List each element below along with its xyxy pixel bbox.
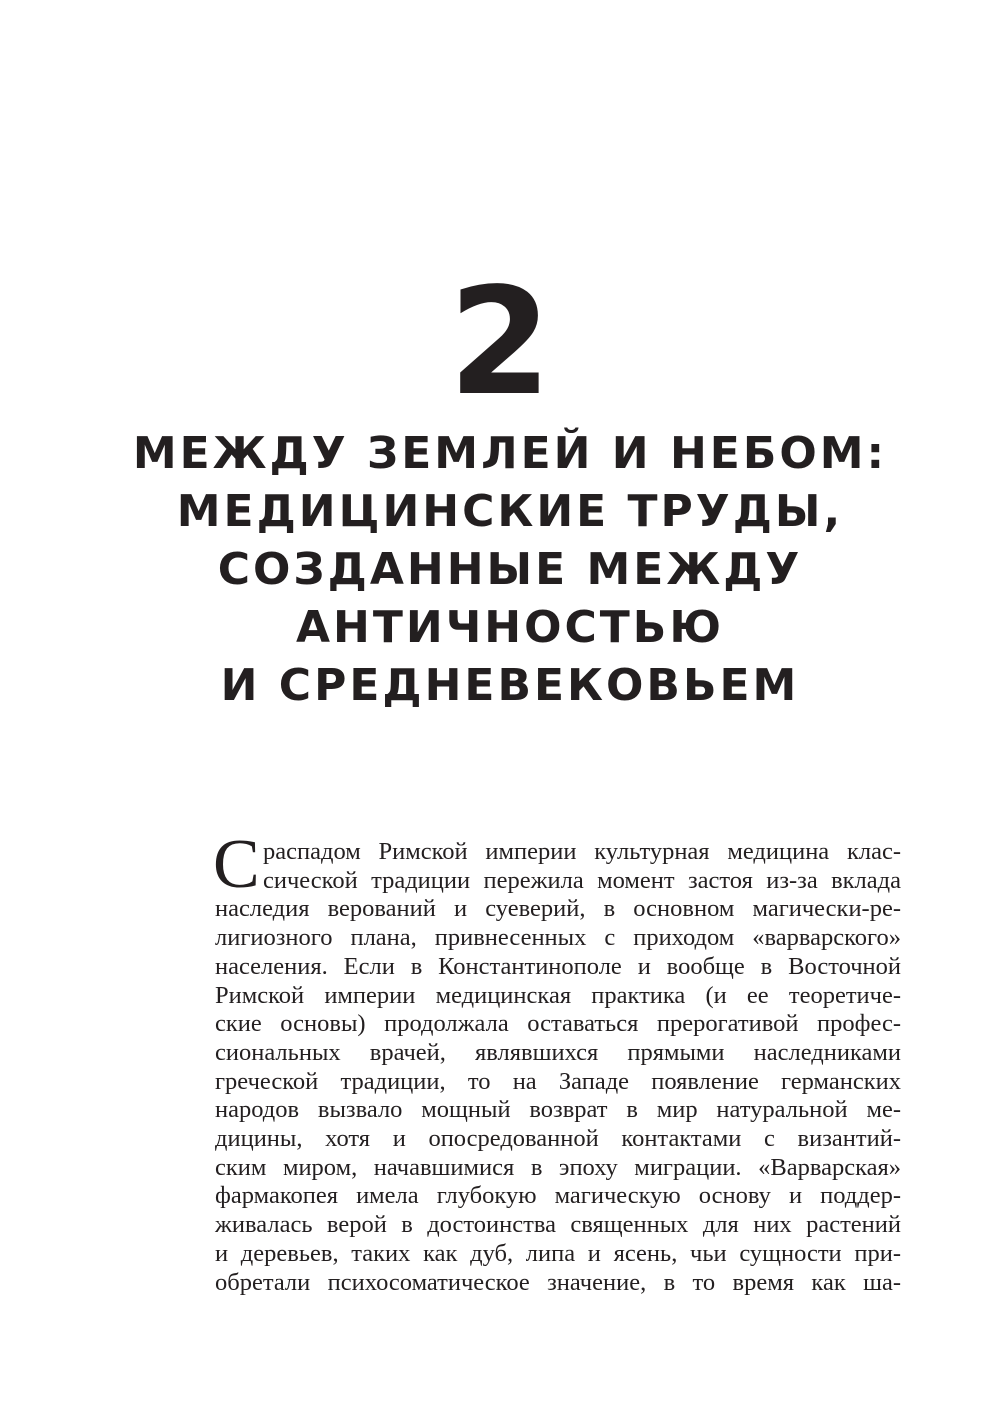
paragraph-line: наследия верований и суеверий, в основном магически-ре- <box>215 895 901 923</box>
chapter-title-line: МЕДИЦИНСКИЕ ТРУДЫ, <box>176 486 844 537</box>
paragraph-line: ские основы) продолжала оставаться прерогативой профес- <box>215 1010 901 1038</box>
paragraph-line: сической традиции пережила момент застоя из-за вклада <box>263 866 901 894</box>
chapter-number: 2 <box>448 256 552 428</box>
chapter-title-line: И СРЕДНЕВЕКОВЬЕМ <box>220 660 800 711</box>
paragraph-line: Римской империи медицинская практика (и ее теоретиче- <box>215 981 901 1009</box>
body-paragraph <box>215 838 901 1297</box>
paragraph-line: населения. Если в Константинополе и вообще в Восточной <box>215 952 901 980</box>
chapter-title-line: АНТИЧНОСТЬЮ <box>296 602 724 653</box>
chapter-title-line: МЕЖДУ ЗЕМЛЕЙ И НЕБОМ: <box>132 428 888 479</box>
paragraph-line: и деревьев, таких как дуб, липа и ясень, чьи сущности при- <box>215 1239 901 1267</box>
paragraph-line: обретали психосоматическое значение, в то время как ша- <box>215 1268 901 1296</box>
chapter-title <box>100 425 920 715</box>
paragraph-line: народов вызвало мощный возврат в мир натуральной ме- <box>215 1096 901 1124</box>
drop-cap-letter: С <box>213 826 260 903</box>
chapter-title-line: СОЗДАННЫЕ МЕЖДУ <box>217 544 803 595</box>
paragraph-line: ским миром, начавшимися в эпоху миграции. «Варварская» <box>215 1153 901 1181</box>
paragraph-line: лигиозного плана, привнесенных с приходом «варварского» <box>215 924 901 952</box>
paragraph-line: сиональных врачей, являвшихся прямыми наследниками <box>215 1038 901 1066</box>
paragraph-line: дицины, хотя и опосредованной контактами с византий- <box>215 1125 901 1153</box>
paragraph-line: живалась верой в достоинства священных для них растений <box>215 1211 901 1239</box>
paragraph-line: распадом Римской империи культурная медицина клас- <box>263 838 901 865</box>
paragraph-line: греческой традиции, то на Западе появление германских <box>215 1067 901 1095</box>
paragraph-line: фармакопея имела глубокую магическую основу и поддер- <box>215 1182 901 1210</box>
